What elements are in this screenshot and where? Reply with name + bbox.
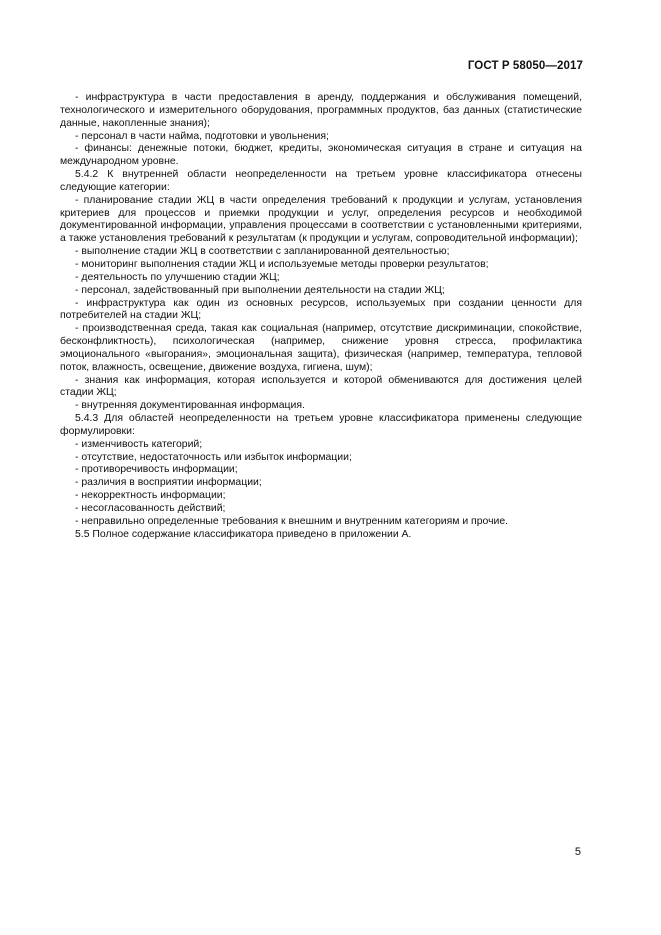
paragraph: - персонал, задействованный при выполнении деятельности на стадии ЖЦ; <box>75 284 445 296</box>
paragraph: - противоречивость информации; <box>75 464 238 476</box>
paragraph: - инфраструктура как один из основных ресурсов, используемых при создании ценности для потребителей на стадии ЖЦ; <box>60 297 582 322</box>
page-number: 5 <box>574 846 581 858</box>
paragraph: - персонал в части найма, подготовки и увольнения; <box>75 130 329 142</box>
paragraph: - финансы: денежные потоки, бюджет, кредиты, экономическая ситуация в стране и ситуация на международном уровне. <box>60 143 582 168</box>
paragraph: - планирование стадии ЖЦ в части определения требований к продукции и услугам, установления критериев для процессов и приемки продукции и услуг, определения ресурсов и необходимой документированной информации, управления процессами в соответствии с установленными критериями, а также установления требований к результатам (к продукции и услугам, сопроводительной информации); <box>60 194 582 245</box>
paragraph: 5.4.3 Для областей неопределенности на третьем уровне классификатора применены следующие формулировки: <box>60 413 582 437</box>
document-body <box>60 92 582 542</box>
paragraph: - внутренняя документированная информация. <box>75 400 305 412</box>
paragraph: - знания как информация, которая используется и которой обмениваются для достижения целей стадии ЖЦ; <box>60 374 582 399</box>
paragraph: - изменчивость категорий; <box>75 438 203 450</box>
paragraph: - отсутствие, недостаточность или избыток информации; <box>75 451 352 463</box>
paragraph: 5.4.2 К внутренней области неопределенности на третьем уровне классификатора отнесены следующие категории: <box>60 169 582 193</box>
paragraph: 5.5 Полное содержание классификатора приведено в приложении А. <box>75 528 412 540</box>
paragraph: - производственная среда, такая как социальная (например, отсутствие дискриминации, спокойствие, бесконфликтность), психологическая (например, снижение уровня стресса, профилактика эмоционального «выгорания», эмоциональная защита), физическая (например, температура, тепловой поток, влажность, освещение, движение воздуха, гигиена, шум); <box>60 323 582 373</box>
paragraph: - инфраструктура в части предоставления в аренду, поддержания и обслуживания помещений, технологического и измерительного оборудования, программных продуктов, баз данных (статистические данные, накопленные знания); <box>60 92 582 129</box>
paragraph: - несогласованность действий; <box>75 503 226 514</box>
paragraph: - различия в восприятии информации; <box>75 477 262 489</box>
paragraph: - деятельность по улучшению стадии ЖЦ; <box>75 271 280 283</box>
paragraph: - выполнение стадии ЖЦ в соответствии с запланированной деятельностью; <box>75 246 450 258</box>
paragraph: - неправильно определенные требования к внешним и внутренним категориям и прочие. <box>75 515 509 527</box>
paragraph: - мониторинг выполнения стадии ЖЦ и используемые методы проверки результатов; <box>75 258 489 270</box>
paragraph: - некорректность информации; <box>75 490 226 502</box>
document-code-header: ГОСТ Р 58050—2017 <box>467 60 583 72</box>
